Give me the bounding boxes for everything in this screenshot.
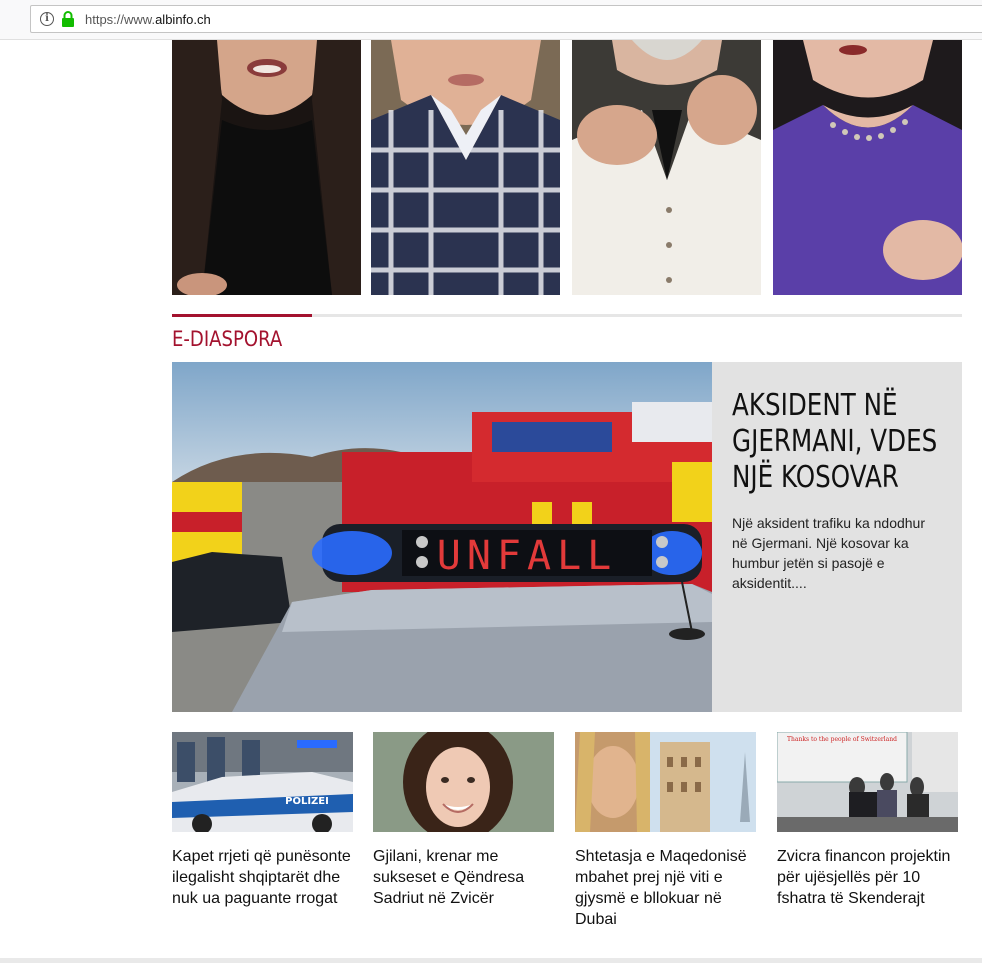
- url-text[interactable]: [85, 12, 211, 27]
- info-icon[interactable]: i: [40, 12, 54, 26]
- url-domain: albinfo.ch: [155, 12, 211, 27]
- lock-icon: [61, 11, 75, 27]
- card-title[interactable]: Zvicra financon projektin për ujësjellës për 10 fshatra të Skenderajt: [777, 848, 951, 907]
- card-image[interactable]: [575, 732, 756, 832]
- man-checkered-shirt-image: [371, 40, 560, 295]
- top-photo-1[interactable]: [172, 40, 361, 295]
- top-photo-4[interactable]: [773, 40, 962, 295]
- card-image[interactable]: [777, 732, 958, 832]
- article-card[interactable]: [777, 732, 958, 909]
- woman-dubai-collage-image: [575, 732, 756, 832]
- section-divider-accent: [172, 314, 312, 317]
- article-card[interactable]: [172, 732, 353, 909]
- polizei-text: POLIZEI: [285, 796, 329, 807]
- card-image[interactable]: [172, 732, 353, 832]
- card-image[interactable]: [373, 732, 554, 832]
- young-woman-portrait-image: [373, 732, 554, 832]
- card-title[interactable]: Shtetasja e Maqedonisë mbahet prej një viti e gjysmë e bllokuar në Dubai: [575, 848, 747, 928]
- feature-headline[interactable]: AKSIDENT NË GJERMANI, VDES NJË KOSOVAR: [732, 388, 938, 495]
- unfall-sign-text: UNFALL: [436, 533, 618, 579]
- ceremony-image: [777, 732, 958, 832]
- woman-portrait-image: [172, 40, 361, 295]
- top-photo-3[interactable]: [572, 40, 761, 295]
- feature-excerpt: Një aksident trafiku ka ndodhur në Gjermani. Një kosovar ka humbur jetën si pasojë e aksidentit....: [732, 515, 925, 591]
- url-prefix: https://www.: [85, 12, 156, 27]
- article-card[interactable]: [575, 732, 756, 930]
- article-card[interactable]: [373, 732, 554, 909]
- browser-toolbar: [0, 0, 982, 40]
- banner-text: Thanks to the people of Switzerland: [787, 736, 897, 743]
- top-photo-2[interactable]: [371, 40, 560, 295]
- older-man-gesturing-image: [572, 40, 761, 295]
- address-bar[interactable]: [30, 5, 982, 33]
- card-title[interactable]: Kapet rrjeti që punësonte ilegalisht shqiptarët dhe nuk ua paguante rrogat: [172, 848, 351, 907]
- feature-image[interactable]: [172, 362, 712, 712]
- police-car-image: [172, 732, 353, 832]
- section-title[interactable]: E-DIASPORA: [172, 327, 283, 351]
- card-title[interactable]: Gjilani, krenar me sukseset e Qëndresa Sadriut në Zvicër: [373, 848, 525, 907]
- page-bottom-divider: [0, 958, 982, 963]
- woman-purple-dress-image: [773, 40, 962, 295]
- accident-scene-image: [172, 362, 712, 712]
